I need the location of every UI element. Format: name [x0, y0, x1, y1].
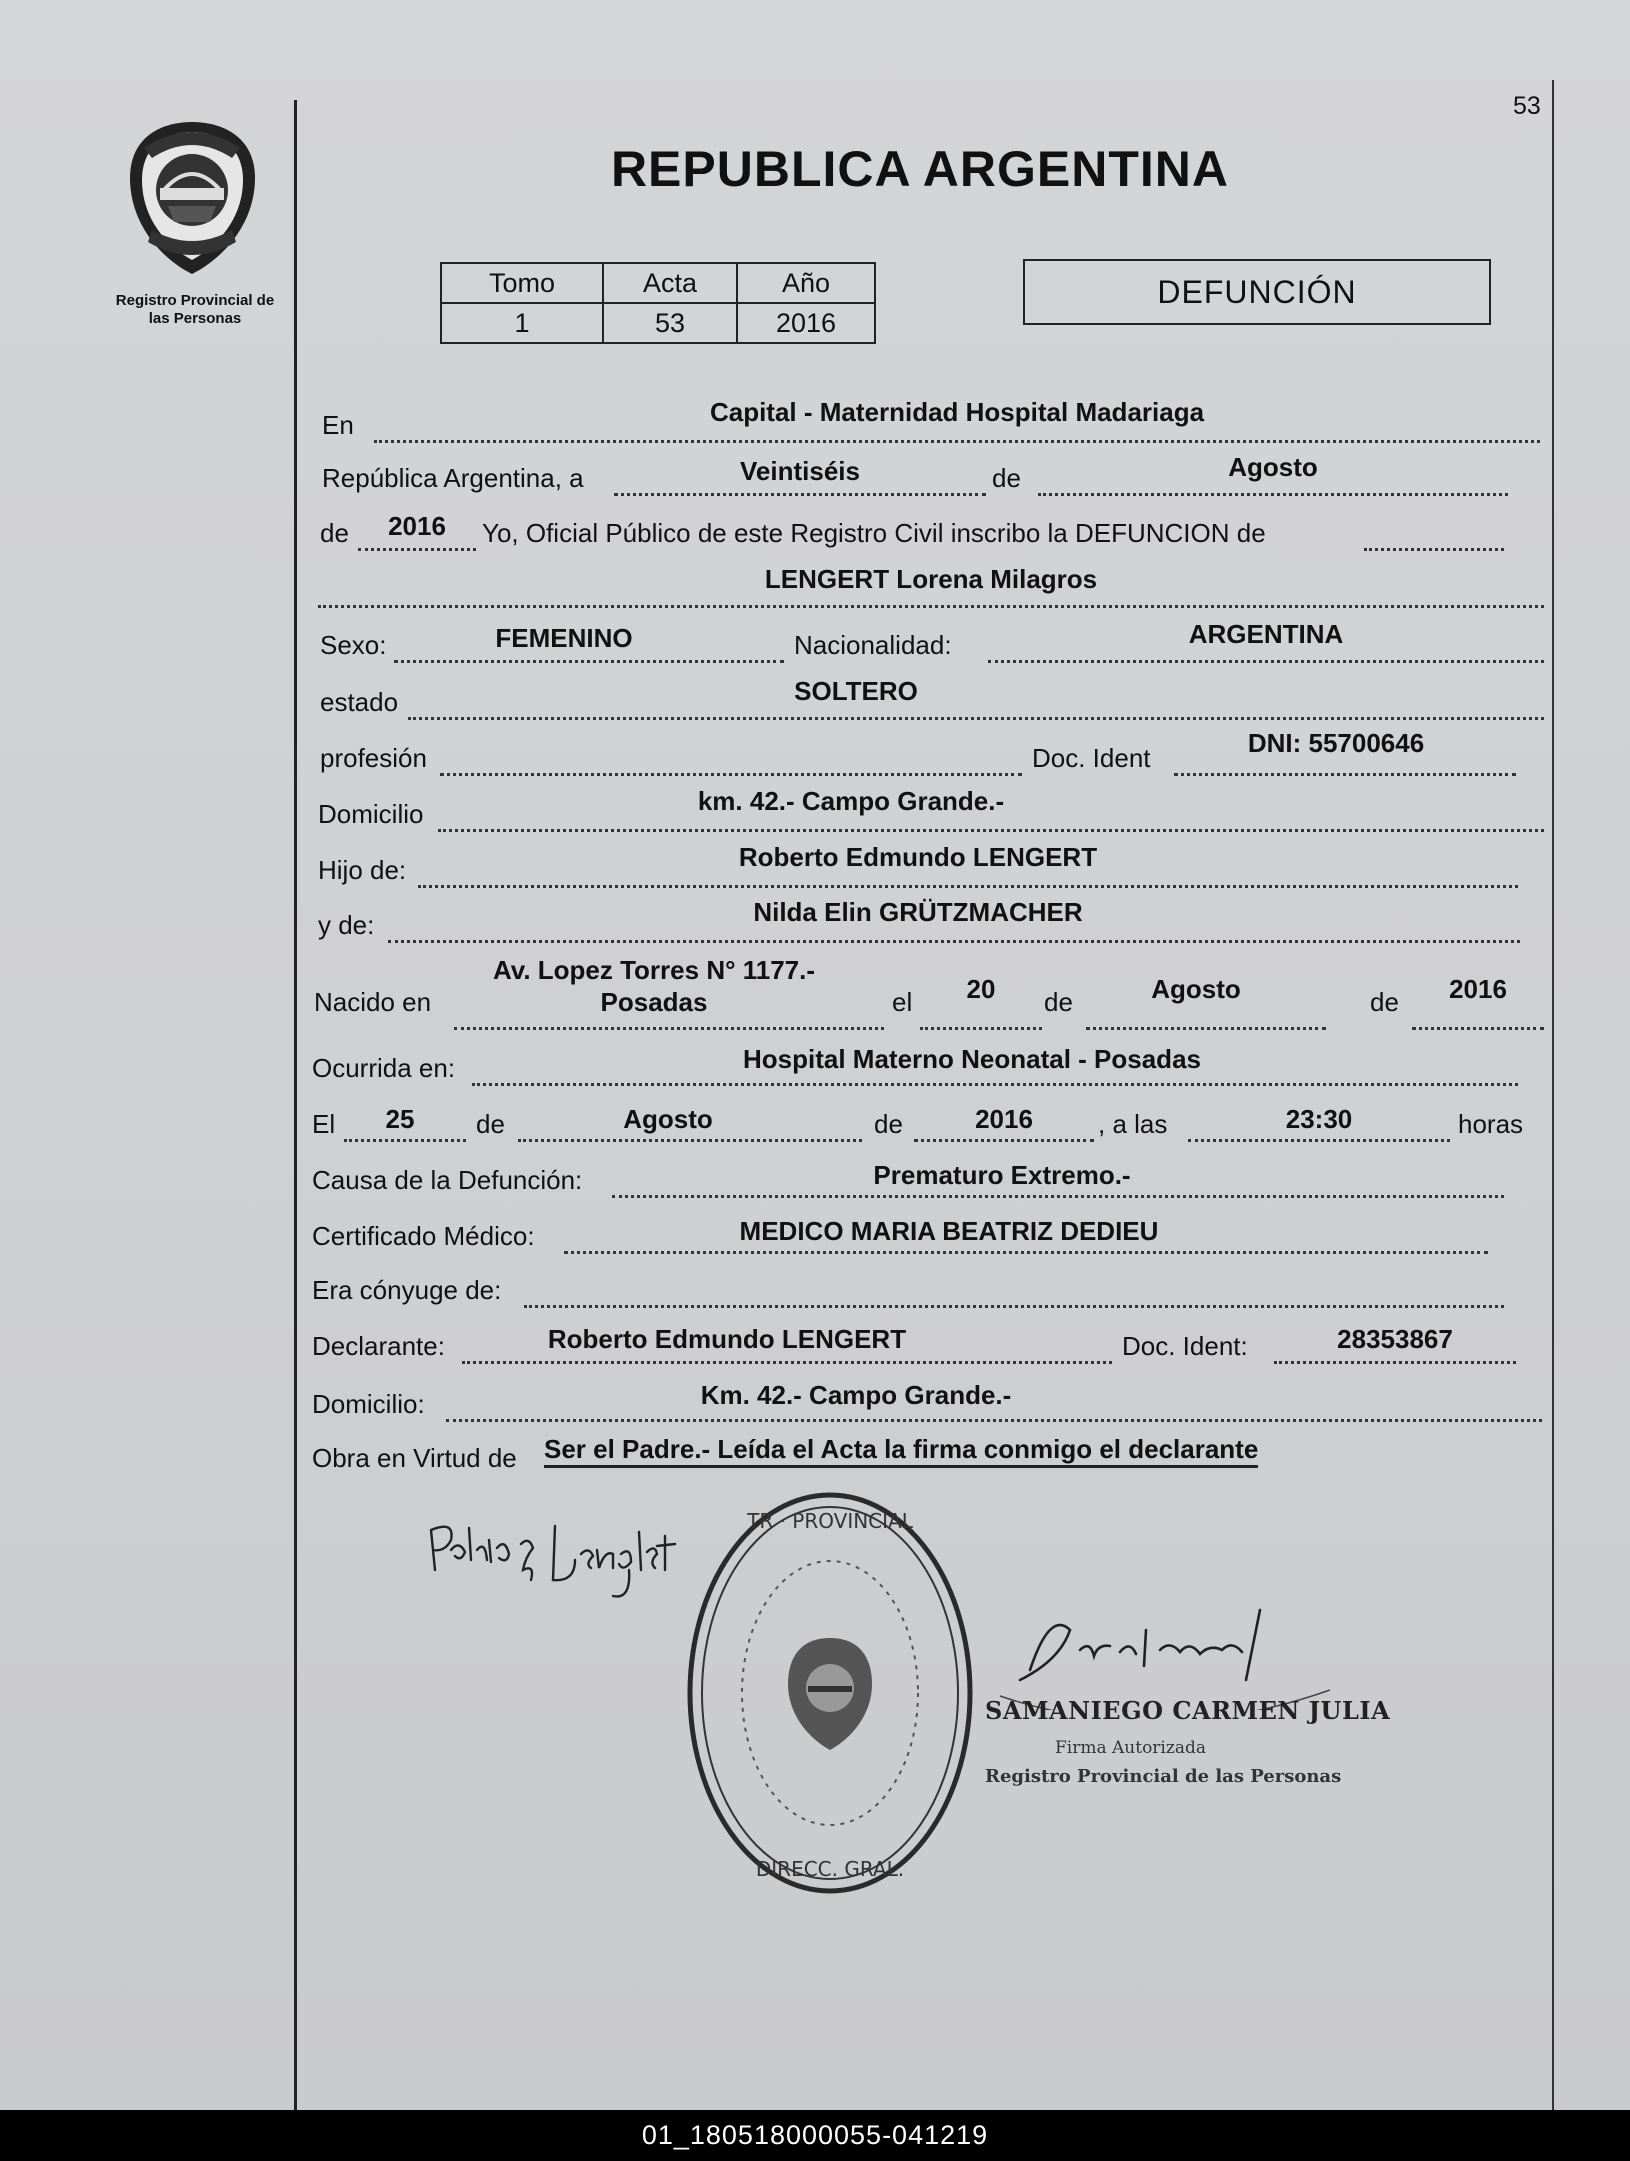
- page-number: 53: [1513, 92, 1541, 120]
- value-obra: Ser el Padre.- Leída el Acta la firma conmigo el declarante: [544, 1434, 1258, 1468]
- label-nacido-en: Nacido en: [314, 987, 432, 1017]
- label-en: En: [322, 410, 354, 440]
- registry-header-tomo: Tomo: [441, 263, 603, 303]
- label-de-3: de: [1044, 987, 1073, 1017]
- row-deceased-name: [318, 560, 1548, 610]
- row-death-date: [312, 1094, 1548, 1144]
- registry-value-tomo: 1: [441, 303, 603, 343]
- value-certificado: MEDICO MARIA BEATRIZ DEDIEU: [739, 1216, 1159, 1246]
- label-de-2: de: [320, 518, 349, 548]
- inscription-text: Yo, Oficial Público de este Registro Civil inscribo la DEFUNCION de: [482, 518, 1266, 548]
- row-profession-doc: [318, 728, 1548, 778]
- value-declarante: Roberto Edmundo LENGERT: [547, 1324, 907, 1354]
- registry-header-ano: Año: [737, 263, 875, 303]
- value-sexo: FEMENINO: [495, 623, 633, 653]
- declarant-signature: [425, 1510, 705, 1620]
- value-death-year: 2016: [975, 1104, 1033, 1134]
- row-place: [318, 395, 1548, 445]
- value-birth-day: 20: [966, 974, 996, 1004]
- document-title: REPUBLICA ARGENTINA: [610, 141, 1230, 197]
- label-hijo-de: Hijo de:: [318, 855, 407, 885]
- official-signature: [960, 1600, 1360, 1710]
- row-address: [318, 784, 1548, 834]
- label-doc-ident: Doc. Ident: [1032, 743, 1151, 773]
- value-place: Capital - Maternidad Hospital Madariaga: [709, 397, 1205, 427]
- value-death-day: 25: [385, 1104, 415, 1134]
- profesion-line: [440, 733, 1022, 776]
- label-declarante: Declarante:: [312, 1331, 445, 1361]
- label-de-5: de: [476, 1109, 505, 1139]
- right-margin-line: [1552, 80, 1554, 2110]
- row-basis: [312, 1428, 1548, 1478]
- row-declarant: [312, 1316, 1548, 1366]
- label-de-6: de: [874, 1109, 903, 1139]
- label-a-las: , a las: [1098, 1109, 1168, 1139]
- label-horas: horas: [1458, 1109, 1524, 1139]
- value-birth-place: [454, 954, 854, 1018]
- official-role: Firma Autorizada: [1055, 1738, 1206, 1758]
- value-father: Roberto Edmundo LENGERT: [738, 842, 1098, 872]
- svg-text:TR · PROVINCIAL: TR · PROVINCIAL: [747, 1509, 913, 1533]
- label-el: el: [892, 987, 913, 1017]
- value-cause: Prematuro Extremo.-: [873, 1160, 1131, 1190]
- registry-header-acta: Acta: [603, 263, 737, 303]
- label-domicilio: Domicilio: [318, 799, 424, 829]
- value-death-place: Hospital Materno Neonatal - Posadas: [743, 1044, 1201, 1074]
- record-type-box: DEFUNCIÓN: [1023, 259, 1491, 325]
- row-declarant-address: [312, 1374, 1548, 1424]
- provincial-emblem-icon: [120, 118, 265, 278]
- spouse-line: [524, 1265, 1504, 1308]
- registry-table-value-row: [441, 303, 875, 343]
- row-sex-nationality: [318, 615, 1548, 665]
- row-medical-certificate: [312, 1206, 1548, 1256]
- row-cause: [312, 1150, 1548, 1200]
- value-deceased-name: LENGERT Lorena Milagros: [764, 564, 1098, 594]
- label-domicilio-2: Domicilio:: [312, 1389, 425, 1419]
- file-id-footer: 01_180518000055-041219: [0, 2110, 1630, 2161]
- registry-table-header-row: [441, 263, 875, 303]
- value-birth-year: 2016: [1449, 974, 1507, 1004]
- value-day-words: Veintiséis: [740, 456, 860, 486]
- registry-label-line2: las Personas: [148, 310, 242, 327]
- label-nacionalidad: Nacionalidad:: [794, 630, 952, 660]
- label-sexo: Sexo:: [320, 630, 387, 660]
- label-causa: Causa de la Defunción:: [312, 1165, 583, 1195]
- official-office: Registro Provincial de las Personas: [985, 1766, 1342, 1787]
- value-estado: SOLTERO: [794, 676, 918, 706]
- value-birth-month: Agosto: [1151, 974, 1241, 1004]
- label-de-1: de: [992, 463, 1021, 493]
- row-date: [318, 448, 1548, 498]
- official-seal: [680, 1488, 980, 1898]
- registry-table: [440, 262, 876, 344]
- label-republica: República Argentina, a: [322, 463, 584, 493]
- registry-value-acta: 53: [603, 303, 737, 343]
- value-mother: Nilda Elin GRÜTZMACHER: [753, 897, 1083, 927]
- value-birth-place-line2: Posadas: [600, 987, 708, 1017]
- label-obra: Obra en Virtud de: [312, 1443, 517, 1473]
- value-declarante-doc: 28353867: [1337, 1324, 1453, 1354]
- value-domicilio: km. 42.- Campo Grande.-: [697, 786, 1005, 816]
- row-mother: [318, 895, 1548, 945]
- value-death-month: Agosto: [623, 1104, 713, 1134]
- row-civil-status: [318, 672, 1548, 722]
- label-profesion: profesión: [320, 743, 427, 773]
- value-doc-ident: DNI: 55700646: [1247, 728, 1425, 758]
- value-month: Agosto: [1228, 452, 1318, 482]
- value-nacionalidad: ARGENTINA: [1188, 619, 1344, 649]
- label-y-de: y de:: [318, 910, 375, 940]
- svg-text:DIRECC. GRAL.: DIRECC. GRAL.: [755, 1857, 905, 1881]
- value-birth-place-line1: Av. Lopez Torres N° 1177.-: [492, 955, 816, 985]
- row-father: [318, 840, 1548, 890]
- label-estado: estado: [320, 687, 399, 717]
- label-de-4: de: [1370, 987, 1399, 1017]
- inscription-trailing-line: [1364, 508, 1504, 551]
- registry-value-ano: 2016: [737, 303, 875, 343]
- row-spouse: [312, 1260, 1548, 1310]
- label-certificado: Certificado Médico:: [312, 1221, 535, 1251]
- value-death-time: 23:30: [1285, 1104, 1353, 1134]
- registry-label-line1: Registro Provincial de: [115, 292, 275, 309]
- label-doc-ident-2: Doc. Ident:: [1122, 1331, 1248, 1361]
- label-ocurrida: Ocurrida en:: [312, 1053, 456, 1083]
- label-el-cap: El: [312, 1109, 336, 1139]
- left-margin-line: [294, 100, 297, 2110]
- row-birth: [314, 952, 1548, 1032]
- row-death-place: [312, 1038, 1548, 1088]
- value-year: 2016: [388, 511, 446, 541]
- value-declarante-domicilio: Km. 42.- Campo Grande.-: [700, 1380, 1012, 1410]
- row-inscription: [318, 503, 1548, 553]
- registry-label: [80, 292, 310, 328]
- label-conyuge: Era cónyuge de:: [312, 1275, 502, 1305]
- official-name: SAMANIEGO CARMEN JULIA: [985, 1696, 1391, 1725]
